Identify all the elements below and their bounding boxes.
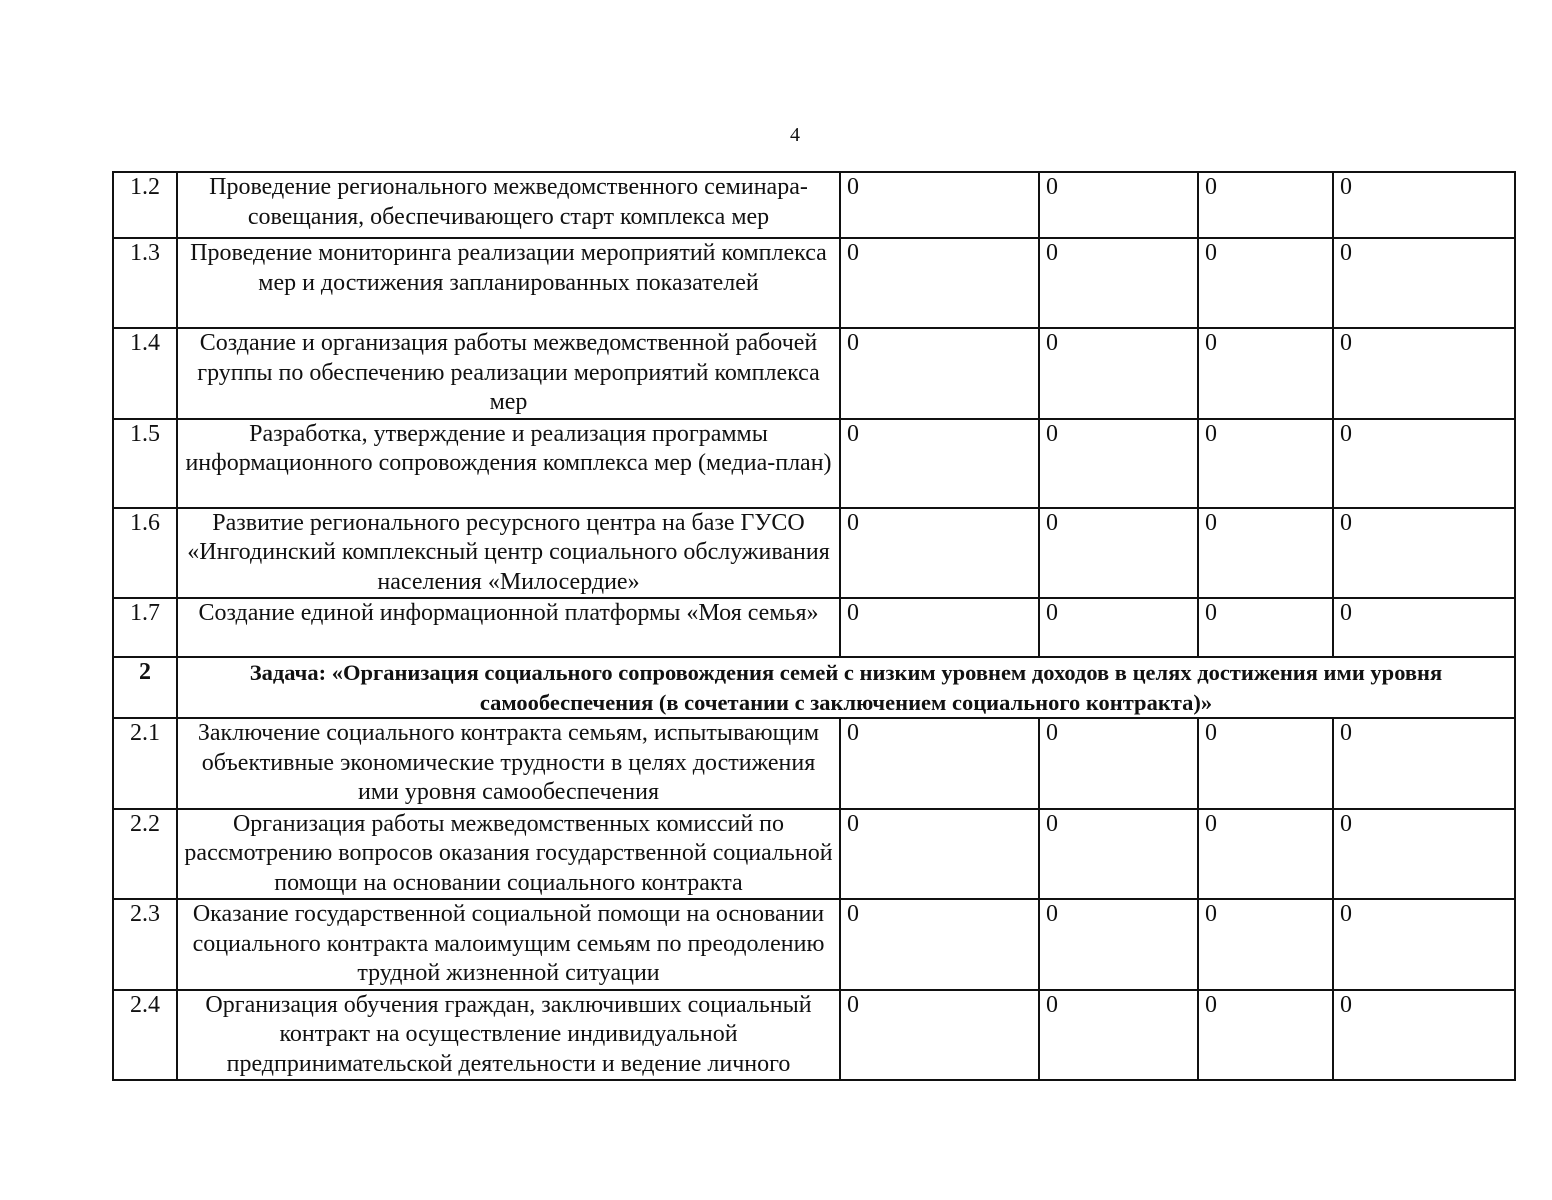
task-row [113, 657, 1515, 718]
table-row [113, 328, 1515, 419]
value-cell: 0 [1039, 899, 1198, 990]
measure-description: Развитие регионального ресурсного центра на базе ГУСО «Ингодинский комплексный центр социального обслуживания населения «Милосердие» [177, 508, 840, 599]
table-row [113, 598, 1515, 657]
value-cell: 0 [1198, 508, 1333, 599]
measure-description: Оказание государственной социальной помощи на основании социального контракта малоимущим семьям по преодолению трудной жизненной ситуации [177, 899, 840, 990]
measure-description: Заключение социального контракта семьям, испытывающим объективные экономические трудности в целях достижения ими уровня самообеспечения [177, 718, 840, 809]
table-row [113, 809, 1515, 900]
measure-description-text: Организация обучения граждан, заключивших социальный контракт на осуществление индивидуальной предпринимательской деятельности и ведение личного [205, 991, 812, 1077]
value-cell: 0 [1198, 328, 1333, 419]
row-number: 1.2 [113, 172, 177, 238]
measure-description: Разработка, утверждение и реализация программы информационного сопровождения комплекса мер (медиа-план) [177, 419, 840, 508]
value-cell: 0 [1198, 172, 1333, 238]
value-cell: 0 [1333, 899, 1515, 990]
value-cell: 0 [840, 718, 1039, 809]
task-number: 2 [113, 657, 177, 718]
row-number: 2.2 [113, 809, 177, 900]
table-row [113, 508, 1515, 599]
value-cell: 0 [1039, 238, 1198, 328]
value-cell: 0 [840, 328, 1039, 419]
table-row [113, 899, 1515, 990]
value-cell: 0 [1198, 238, 1333, 328]
table-row [113, 172, 1515, 238]
value-cell: 0 [1198, 899, 1333, 990]
row-number: 1.6 [113, 508, 177, 599]
table-row [113, 718, 1515, 809]
value-cell: 0 [1333, 598, 1515, 657]
value-cell: 0 [1333, 718, 1515, 809]
measures-table [112, 171, 1516, 1081]
value-cell: 0 [1198, 990, 1333, 1080]
measure-description: Создание и организация работы межведомственной рабочей группы по обеспечению реализации мероприятий комплекса мер [177, 328, 840, 419]
measure-description: Проведение регионального межведомственного семинара-совещания, обеспечивающего старт комплекса мер [177, 172, 840, 238]
value-cell: 0 [840, 508, 1039, 599]
table-row [113, 238, 1515, 328]
measure-description: Проведение мониторинга реализации мероприятий комплекса мер и достижения запланированных показателей [177, 238, 840, 328]
row-number: 1.3 [113, 238, 177, 328]
measure-description [177, 990, 840, 1080]
value-cell: 0 [840, 990, 1039, 1080]
row-number: 2.3 [113, 899, 177, 990]
value-cell: 0 [1333, 419, 1515, 508]
row-number: 2.1 [113, 718, 177, 809]
value-cell: 0 [1039, 508, 1198, 599]
value-cell: 0 [1039, 172, 1198, 238]
value-cell: 0 [840, 172, 1039, 238]
value-cell: 0 [1039, 598, 1198, 657]
value-cell: 0 [1198, 598, 1333, 657]
value-cell: 0 [1333, 508, 1515, 599]
value-cell: 0 [840, 899, 1039, 990]
value-cell: 0 [1039, 718, 1198, 809]
task-title: Задача: «Организация социального сопровождения семей с низким уровнем доходов в целях достижения ими уровня самообеспечения (в сочетании с заключением социального контракта)» [177, 657, 1515, 718]
value-cell: 0 [1198, 419, 1333, 508]
value-cell: 0 [1039, 419, 1198, 508]
measure-description: Организация работы межведомственных комиссий по рассмотрению вопросов оказания государственной социальной помощи на основании социального контракта [177, 809, 840, 900]
value-cell: 0 [840, 419, 1039, 508]
value-cell: 0 [840, 598, 1039, 657]
table-row [113, 419, 1515, 508]
row-number: 2.4 [113, 990, 177, 1080]
value-cell: 0 [840, 238, 1039, 328]
row-number: 1.7 [113, 598, 177, 657]
value-cell: 0 [1333, 172, 1515, 238]
value-cell: 0 [1039, 809, 1198, 900]
value-cell: 0 [1333, 328, 1515, 419]
row-number: 1.4 [113, 328, 177, 419]
value-cell: 0 [1198, 809, 1333, 900]
row-number: 1.5 [113, 419, 177, 508]
measure-description: Создание единой информационной платформы «Моя семья» [177, 598, 840, 657]
value-cell: 0 [1039, 328, 1198, 419]
value-cell: 0 [1333, 809, 1515, 900]
value-cell: 0 [1333, 990, 1515, 1080]
page-number: 4 [790, 124, 800, 146]
value-cell: 0 [1198, 718, 1333, 809]
value-cell: 0 [840, 809, 1039, 900]
table-row [113, 990, 1515, 1080]
value-cell: 0 [1039, 990, 1198, 1080]
value-cell: 0 [1333, 238, 1515, 328]
